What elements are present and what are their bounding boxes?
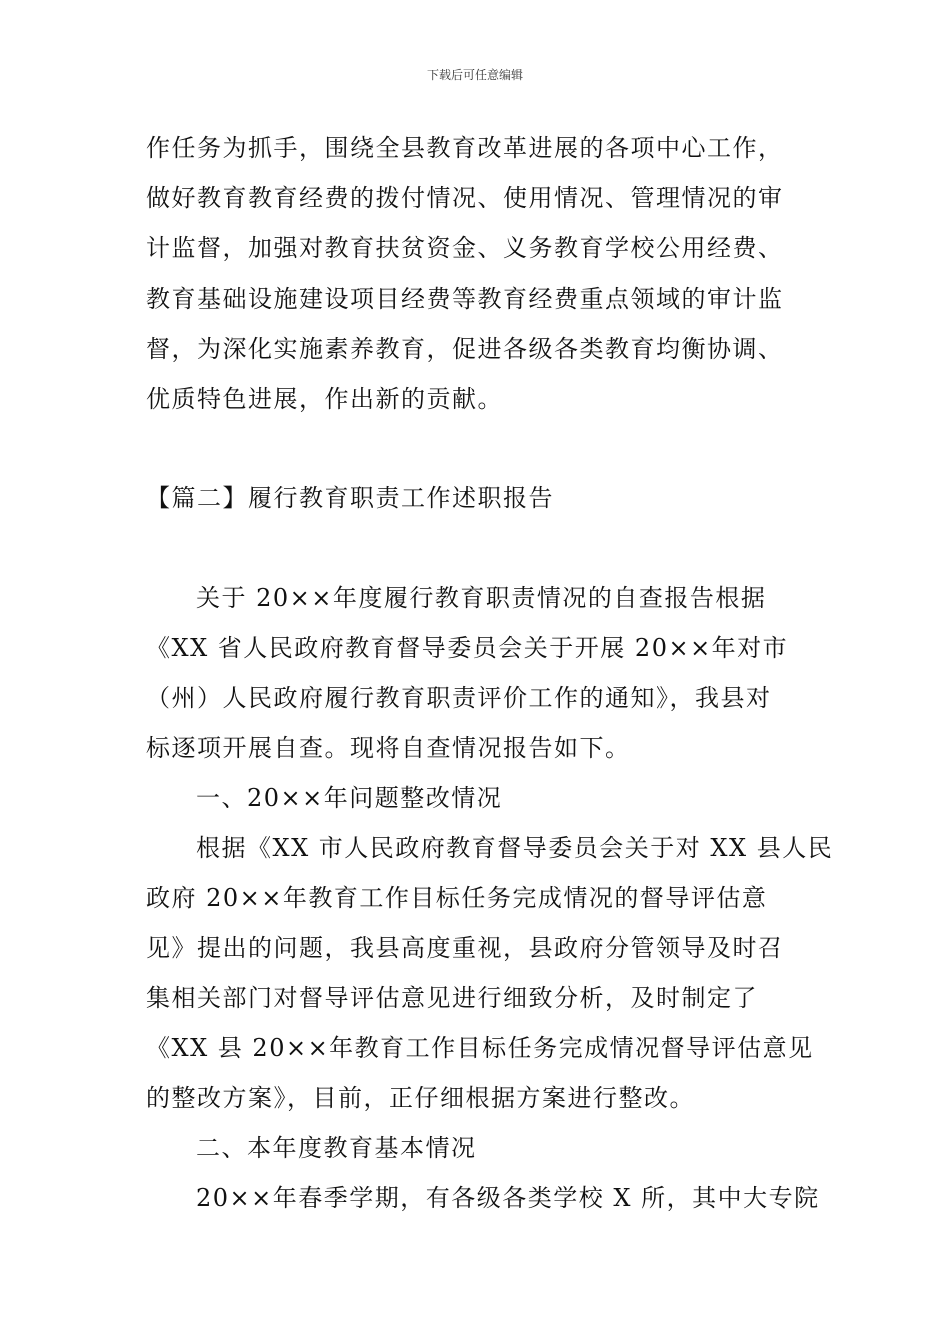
body-line: 20××年春季学期，有各级各类学校 X 所，其中大专院 [196, 1184, 820, 1212]
body-line: 见》提出的问题，我县高度重视，县政府分管领导及时召 [146, 934, 784, 962]
body-line: 的整改方案》，目前，正仔细根据方案进行整改。 [146, 1084, 695, 1112]
body-line: 做好教育教育经费的拨付情况、使用情况、管理情况的审 [146, 184, 784, 212]
body-line: 督，为深化实施素养教育，促进各级各类教育均衡协调、 [146, 335, 784, 363]
body-line: 《XX 县 20××年教育工作目标任务完成情况督导评估意见 [146, 1034, 814, 1062]
body-line: 集相关部门对督导评估意见进行细致分析，及时制定了 [146, 984, 758, 1012]
body-line: 优质特色进展，作出新的贡献。 [146, 385, 503, 413]
body-line: 教育基础设施建设项目经费等教育经费重点领域的审计监 [146, 285, 784, 313]
section-title: 【篇二】履行教育职责工作述职报告 [146, 484, 554, 512]
body-line: 计监督，加强对教育扶贫资金、义务教育学校公用经费、 [146, 234, 784, 262]
body-line: （州）人民政府履行教育职责评价工作的通知》，我县对 [146, 684, 772, 712]
body-line: 政府 20××年教育工作目标任务完成情况的督导评估意 [146, 884, 768, 912]
body-line: 作任务为抓手，围绕全县教育改革进展的各项中心工作， [146, 134, 784, 162]
body-line: 关于 20××年度履行教育职责情况的自查报告根据 [196, 584, 767, 612]
subsection-heading: 二、本年度教育基本情况 [196, 1134, 477, 1162]
body-line: 标逐项开展自查。现将自查情况报告如下。 [146, 734, 631, 762]
body-line: 根据《XX 市人民政府教育督导委员会关于对 XX 县人民 [196, 834, 834, 862]
body-line: 《XX 省人民政府教育督导委员会关于开展 20××年对市 [146, 634, 789, 662]
subsection-heading: 一、20××年问题整改情况 [196, 784, 503, 812]
page-header-note: 下载后可任意编辑 [426, 68, 523, 82]
